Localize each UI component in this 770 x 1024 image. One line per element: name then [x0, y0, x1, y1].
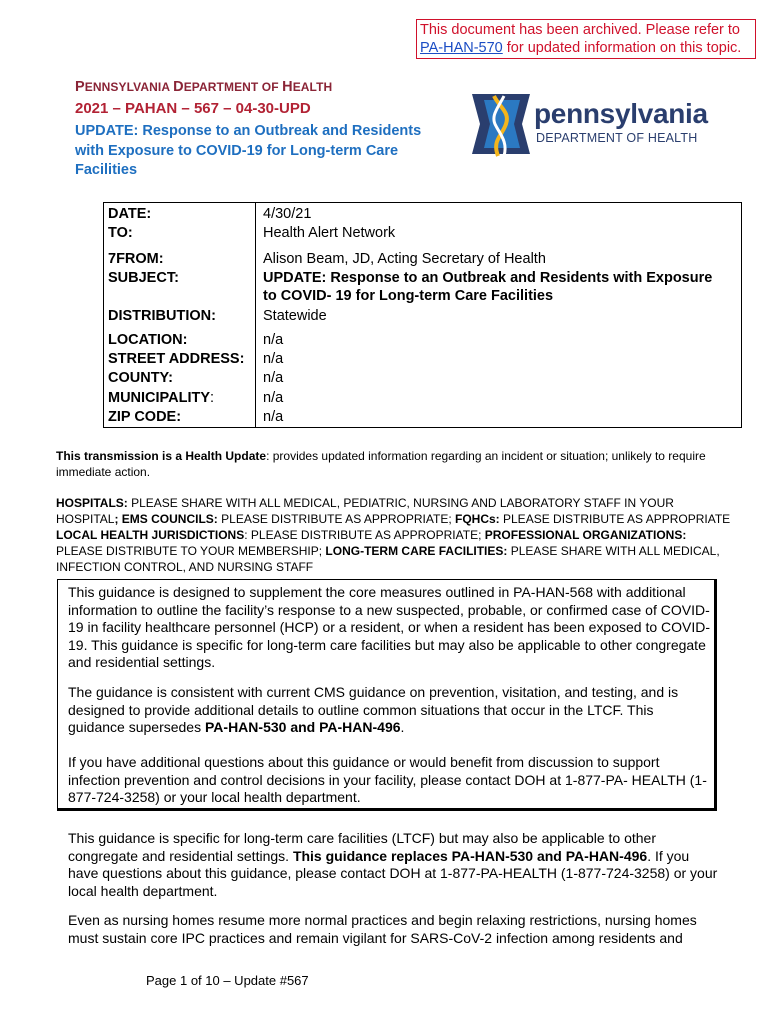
county-value: n/a — [263, 370, 284, 386]
archived-notice — [416, 19, 756, 59]
archived-notice-line2 — [420, 39, 755, 57]
logo-wordmark: pennsylvania — [534, 98, 708, 129]
info-table-divider — [255, 202, 256, 428]
guidance-paragraph-2: The guidance is consistent with current CMS guidance on prevention, visitation, and testing, and is designed to provide additional details to outline common situations that occur in the LTCF. This guidance supersedes PA-HAN-530 and PA-HAN-496. — [68, 684, 679, 735]
distribution-label: DISTRIBUTION: — [108, 308, 216, 324]
guidance-paragraph-3: If you have additional questions about this guidance or would benefit from discussion to support infection prevention and control decisions in your facility, please contact DOH at 1-877-PA- HEALTH (1-877-724-3258) or your local health department. — [68, 754, 707, 805]
county-label: COUNTY: — [108, 370, 173, 386]
pa-han-570-link[interactable]: PA-HAN-570 — [420, 40, 503, 56]
distribution-value: Statewide — [263, 308, 327, 324]
location-label: LOCATION: — [108, 332, 188, 348]
street-address-value: n/a — [263, 351, 284, 367]
page-footer: Page 1 of 10 – Update #567 — [146, 973, 309, 988]
department-name: PENNSYLVANIA DEPARTMENT OF HEALTH — [75, 79, 333, 95]
date-value: 4/30/21 — [263, 206, 312, 222]
municipality-value: n/a — [263, 390, 284, 406]
logo-subtitle: DEPARTMENT OF HEALTH — [536, 131, 698, 145]
street-address-label: STREET ADDRESS: — [108, 351, 245, 367]
body-paragraph-1: This guidance is specific for long-term care facilities (LTCF) but may also be applicable to other congregate and residential settings. This guidance replaces PA-HAN-530 and PA-HAN-496. If you have questions about this guidance, please contact DOH at 1-877-PA-HEALTH (1-877-724-3258) or your local health department. — [68, 830, 718, 899]
body-paragraph-2: Even as nursing homes resume more normal practices and begin relaxing restrictions, nursing homes must sustain core IPC practices and remain vigilant for SARS-CoV-2 infection among residents and — [68, 912, 697, 946]
transmission-notice: This transmission is a Health Update: provides updated information regarding an incident or situation; unlikely to require immediate action. — [56, 449, 706, 479]
from-value: Alison Beam, JD, Acting Secretary of Health — [263, 251, 546, 267]
location-value: n/a — [263, 332, 284, 348]
zip-code-value: n/a — [263, 409, 284, 425]
distribution-instructions: HOSPITALS: PLEASE SHARE WITH ALL MEDICAL, PEDIATRIC, NURSING AND LABORATORY STAFF IN YOUR HOSPITAL; EMS COUNCILS: PLEASE DISTRIBUTE AS APPROPRIATE; FQHCs: PLEASE DISTRIBUTE AS APPROPRIATE LOCAL HEALTH JURISDICTIONS: PLEASE DISTRIBUTE AS APPROPRIATE; PROFESSIONAL ORGANIZATIONS: PLEASE DISTRIBUTE TO YOUR MEMBERSHIP; LONG-TERM CARE FACILITIES: PLEASE SHARE WITH ALL MEDICAL, INFECTION CONTROL, AND NURSING STAFF — [56, 496, 731, 574]
to-label: TO: — [108, 225, 133, 241]
date-label: DATE: — [108, 206, 152, 222]
update-title: UPDATE: Response to an Outbreak and Residents with Exposure to COVID-19 for Long-term Care Facilities — [75, 123, 422, 178]
subject-value: UPDATE: Response to an Outbreak and Residents with Exposure to COVID- 19 for Long-term Care Facilities — [263, 270, 713, 304]
to-value: Health Alert Network — [263, 225, 396, 241]
from-label: 7FROM: — [108, 251, 164, 267]
han-id: 2021 – PAHAN – 567 – 04-30-UPD — [75, 100, 311, 117]
archived-notice-line2-text: for updated information on this topic. — [502, 40, 742, 56]
archived-notice-line1: This document has been archived. Please refer to — [420, 22, 740, 38]
zip-code-label: ZIP CODE: — [108, 409, 182, 425]
guidance-paragraph-1: This guidance is designed to supplement the core measures outlined in PA-HAN-568 with additional information to outline the facility’s response to a new suspected, probable, or confirmed case of COVID-19 in facility healthcare personnel (HCP) or a resident, or when a resident has been exposed to COVID-19. This guidance is specific for long-term care facilities but may also be applicable to other congregate and residential settings. — [68, 584, 711, 670]
subject-label: SUBJECT: — [108, 270, 179, 286]
municipality-label: MUNICIPALITY: — [108, 390, 215, 406]
